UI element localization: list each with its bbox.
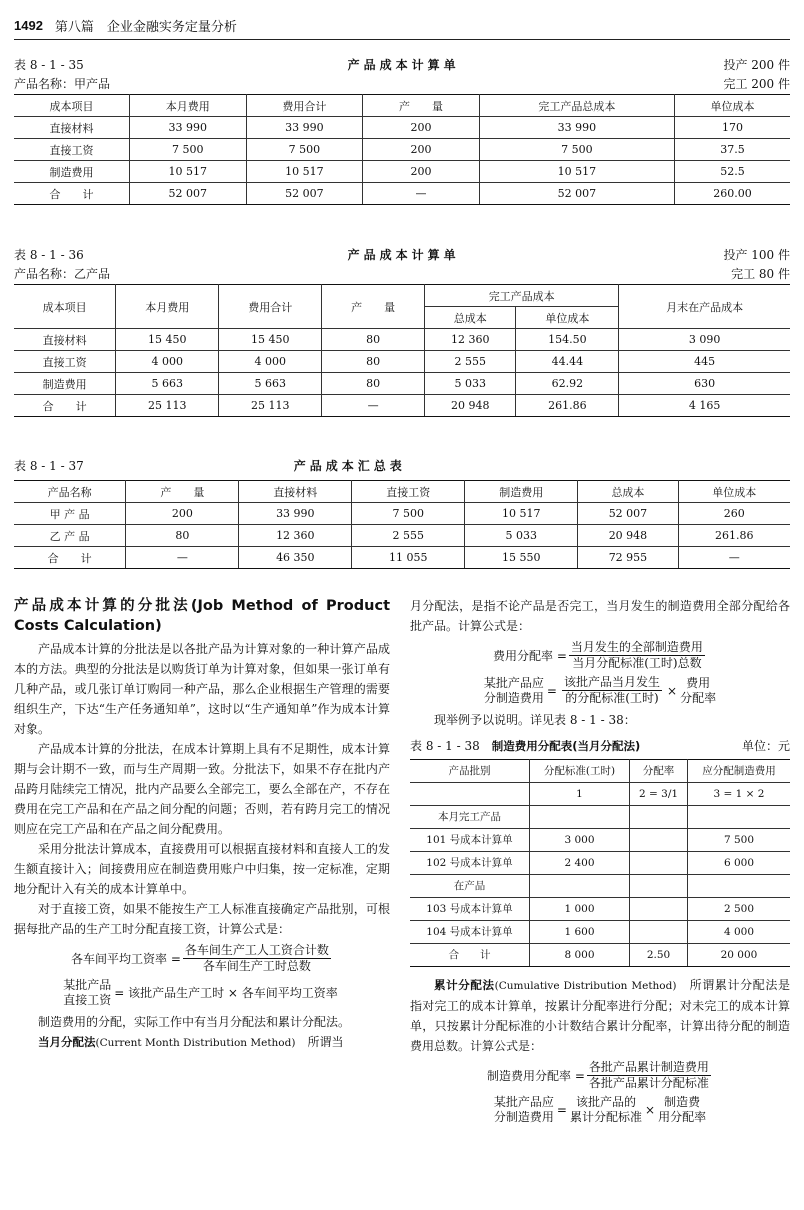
term-english: (Cumulative Distribution Method) [494,980,677,992]
header-cell: 月末在产品成本 [619,285,790,329]
paragraph-text: 所谓累计分配法是指对完工的成本计算单，按累计分配率进行分配；对未完工的成本计算单，只按累计分配标准的小计数结合累计分配率，计算出待分配的制造费用总数。计算公式是： [410,978,790,1053]
table-cell: — [126,547,239,569]
table-id: 表 8 - 1 - 36 [14,248,84,262]
denominator: 累计分配标准 [569,1110,642,1124]
paragraph: 月分配法，是指不论产品是否完工，当月发生的制造费用全部分配给各批产品。计算公式是： [410,599,790,633]
table-cell: 62.92 [516,373,619,395]
table-cell: 3 090 [619,329,790,351]
header-cell: 产 量 [322,285,425,329]
header-cell: 单位成本 [678,481,790,503]
table-cell: — [678,547,790,569]
header-cell: 制造费用 [465,481,578,503]
table-id: 表 8 - 1 - 38 [410,739,480,753]
times-sign: × [667,683,678,698]
table-total-row [14,183,790,205]
table-title: 产品成本计算单 [347,58,460,72]
table-8-1-38-caption [410,736,790,756]
table-subheader-row [410,783,790,806]
fraction [562,675,662,706]
table-cell: 104 号成本计算单 [410,921,529,944]
table-row [14,373,790,395]
table-cell: 5 663 [219,373,322,395]
table-cell: 630 [619,373,790,395]
table-cell [630,898,688,921]
header-cell: 成本项目 [14,285,116,329]
table-header-row [410,760,790,783]
table-cell: 本月完工产品 [410,806,529,829]
table-cell: 170 [675,117,791,139]
term-bold: 当月分配法 [38,1035,96,1049]
paragraph: 采用分批法计算成本，直接费用可以根据直接材料和直接人工的发生额直接计入；间接费用应在制造费用账户中归集，按一定标准，定期地分配计入有关的成本计算单中。 [14,842,390,896]
header-cell: 总成本 [425,307,516,329]
table-cell: 制造费用 [14,373,116,395]
table-8-1-35-block [14,56,790,205]
paragraph: 产品成本计算的分批法，在成本计算期上具有不足期性，成本计算期与会计期不一致，而与生产周期一致。分批法下，如果不存在批内产品跨月陆续完工情况，批内产品要么全部完工，要么全部在产，不存在费用在完工产品和在产品之间分配的问题；否则，若有跨月完工的情况则应在完工产品和在产品之间分配费用。 [14,742,390,836]
equals-sign: = [546,683,557,698]
table-row [410,806,790,829]
right-column [410,596,790,1129]
header-cell: 费用合计 [246,95,363,117]
table-cell [630,806,688,829]
section-heading: 产品成本计算的分批法(Job Method of Product Costs Calculation) [14,598,390,634]
table-cell: 80 [126,525,239,547]
cost-table-36 [14,284,790,417]
table-cell: 7 500 [246,139,363,161]
numerator: 各车间生产工人工资合计数 [184,943,329,957]
header-cell: 分配标准(工时) [529,760,629,783]
formula-lhs: 费用分配率 = [493,648,567,663]
table-cell: 3 = 1 × 2 [687,783,790,806]
paragraph: 对于直接工资，如果不能按生产工人标准直接确定产品批别，可根据每批产品的生产工时分配直接工资，计算公式是： [14,902,390,936]
table-cell: 2.50 [630,944,688,967]
table-cell: 合 计 [410,944,529,967]
table-cell: 乙 产 品 [14,525,126,547]
header-cell: 完工产品总成本 [479,95,674,117]
paragraph [14,1032,390,1053]
table-cell: 15 550 [465,547,578,569]
table-cell: 33 990 [239,503,352,525]
paragraph: 制造费用的分配，实际工作中有当月分配法和累计分配法。 [38,1015,351,1029]
table-cell [630,829,688,852]
table-cell: 46 350 [239,547,352,569]
table-cell: 200 [363,139,480,161]
table-title: 制造费用分配表(当月分配法) [491,739,641,753]
fraction [587,1060,711,1091]
table-row [14,139,790,161]
denominator: 各车间生产工时总数 [202,959,311,973]
table-cell: 52 007 [479,183,674,205]
table-cell: 合 计 [14,395,116,417]
table-row [410,875,790,898]
table-note: 投产 200 件 [723,58,790,72]
table-8-1-37-block [14,457,790,569]
table-cell: 12 360 [425,329,516,351]
table-cell: 154.50 [516,329,619,351]
table-cell: 11 055 [352,547,465,569]
table-cell: 7 500 [687,829,790,852]
table-cell: 200 [363,117,480,139]
denominator: 各批产品累计分配标准 [588,1076,709,1090]
table-cell: 445 [619,351,790,373]
formula-lhs [63,978,111,1008]
table-cell: 33 990 [246,117,363,139]
header-cell: 应分配制造费用 [687,760,790,783]
table-cell: 15 450 [116,329,219,351]
table-cell: 200 [363,161,480,183]
table-cell: 直接工资 [14,351,116,373]
table-cell: 2 555 [352,525,465,547]
table-cell: 10 517 [129,161,246,183]
header-cell: 直接材料 [239,481,352,503]
table-cell: 37.5 [675,139,791,161]
table-cell: 20 948 [578,525,678,547]
table-cell [630,852,688,875]
table-cell: 52 007 [578,503,678,525]
header-cell: 产 量 [363,95,480,117]
table-cell [630,921,688,944]
table-row [14,525,790,547]
formula-lhs: 各车间平均工资率 = [71,951,181,966]
table-cell: 261.86 [678,525,790,547]
table-cell: 261.86 [516,395,619,417]
table-cell [630,875,688,898]
fraction [569,640,705,671]
table-cell: 直接材料 [14,329,116,351]
fraction [183,943,331,974]
page-number: 1492 [14,18,43,33]
header-cell: 直接工资 [352,481,465,503]
table-cell: 5 663 [116,373,219,395]
numerator: 费用 [686,675,711,690]
table-row [14,117,790,139]
denominator: 的分配标准(工时) [565,691,659,705]
table-cell: 260.00 [675,183,791,205]
table-cell: 2 = 3/1 [630,783,688,806]
summary-table-37 [14,480,790,569]
header-cell: 产 量 [126,481,239,503]
header-cell: 单位成本 [516,307,619,329]
table-cell [529,875,629,898]
term-english: (Current Month Distribution Method) [95,1037,296,1049]
table-cell: 80 [322,329,425,351]
table-total-row [14,547,790,569]
header-cell: 分配率 [630,760,688,783]
table-cell: 8 000 [529,944,629,967]
paragraph: 产品成本计算的分批法是以各批产品为计算对象的一种计算产品成本的方法。典型的分批法是以购货订单为计算对象，但如果一张订单有几种产品，或几张订单订购同一种产品，那么企业根据生产管理的需要组织生产，下达“生产任务通知单”，这时以“生产通知单”作为成本计算对象。 [14,642,390,736]
table-cell: 制造费用 [14,161,129,183]
table-id: 表 8 - 1 - 37 [14,459,84,473]
table-cell: 15 450 [219,329,322,351]
table-cell: 20 000 [687,944,790,967]
table-cell: 33 990 [129,117,246,139]
table-row [14,351,790,373]
table-cell: 4 165 [619,395,790,417]
table-note: 完工 200 件 [723,77,790,91]
cost-table-35 [14,94,790,205]
table-cell: 4 000 [219,351,322,373]
table-cell: 103 号成本计算单 [410,898,529,921]
numerator: 制造费 [664,1095,701,1109]
table-row [14,503,790,525]
table-cell: 7 500 [352,503,465,525]
table-row [410,921,790,944]
table-cell: 2 400 [529,852,629,875]
table-cell: 直接材料 [14,117,129,139]
table-cell: 52 007 [246,183,363,205]
table-row [410,829,790,852]
table-total-row [14,395,790,417]
header-cell: 产品批别 [410,760,529,783]
cumulative-rate-formula [410,1060,790,1091]
cumulative-allocated-formula [410,1095,790,1125]
product-name: 产品名称：乙产品 [14,267,111,281]
denominator: 当月分配标准(工时)总数 [572,656,702,670]
table-cell: 10 517 [246,161,363,183]
table-cell [687,806,790,829]
table-cell: 260 [678,503,790,525]
header-cell: 单位成本 [675,95,791,117]
term-bold: 累计分配法 [434,978,495,992]
table-cell: 合 计 [14,183,129,205]
table-cell: 直接工资 [14,139,129,161]
table-cell: 33 990 [479,117,674,139]
formula-rhs: = 该批产品生产工时 × 各车间平均工资率 [114,986,338,1000]
table-id: 表 8 - 1 - 35 [14,58,84,72]
formula-lhs: 制造费用分配率 = [487,1068,585,1083]
denominator: 用分配率 [658,1110,707,1124]
table-header-row [14,481,790,503]
table-cell: 25 113 [116,395,219,417]
numerator: 该批产品的 [575,1095,636,1109]
table-cell: 3 000 [529,829,629,852]
left-column [14,596,390,1053]
formula-lhs [494,1095,554,1125]
table-header-row [14,285,790,307]
wage-rate-formula [14,943,390,974]
header-cell: 总成本 [578,481,678,503]
table-note: 投产 100 件 [723,248,790,262]
header-cell: 本月费用 [129,95,246,117]
denominator: 分配率 [680,690,717,705]
numerator: 该批产品当月发生 [563,675,660,689]
table-cell: 2 555 [425,351,516,373]
table-cell: 7 500 [129,139,246,161]
table-cell: 80 [322,351,425,373]
table-cell [687,875,790,898]
fraction [658,1095,706,1125]
lhs-line: 某批产品应 [493,1095,554,1109]
table-cell: 80 [322,373,425,395]
table-cell: 5 033 [465,525,578,547]
table-cell: 甲 产 品 [14,503,126,525]
table-cell: 44.44 [516,351,619,373]
table-cell: 1 [529,783,629,806]
table-row [410,852,790,875]
product-name: 产品名称：甲产品 [14,77,111,91]
lhs-line: 分制造费用 [483,690,544,705]
allocation-rate-formula [410,640,790,671]
times-sign: × [645,1103,656,1117]
allocated-overhead-formula [410,675,790,706]
table-cell: 5 033 [425,373,516,395]
table-total-row [410,944,790,967]
table-title: 产品成本汇总表 [293,459,406,473]
numerator: 各批产品累计制造费用 [588,1060,709,1074]
table-cell: 6 000 [687,852,790,875]
lhs-line: 分制造费用 [493,1110,554,1124]
table-cell: — [322,395,425,417]
equals-sign: = [556,1103,567,1117]
table-title: 产品成本计算单 [347,248,460,262]
table-cell: 52 007 [129,183,246,205]
lhs-line: 某批产品 [63,978,112,992]
paragraph [410,975,790,1056]
table-8-1-36-block [14,246,790,417]
formula-lhs [484,676,544,706]
table-note: 完工 80 件 [731,267,790,281]
table-header-row [14,95,790,117]
header-cell: 产品名称 [14,481,126,503]
table-row [410,898,790,921]
fraction [680,676,716,706]
paragraph-text: 所谓当 [295,1035,344,1049]
table-cell: 4 000 [687,921,790,944]
lhs-line: 直接工资 [63,993,112,1007]
table-cell: 52.5 [675,161,791,183]
table-cell: — [363,183,480,205]
page-header [14,12,790,40]
table-cell: 12 360 [239,525,352,547]
numerator: 当月发生的全部制造费用 [570,640,703,654]
table-row [14,161,790,183]
direct-wage-formula [14,978,390,1008]
table-row [14,329,790,351]
table-cell: 25 113 [219,395,322,417]
header-cell: 成本项目 [14,95,129,117]
paragraph: 现举例予以说明。详见表 8 - 1 - 38： [434,713,636,727]
table-cell: 200 [126,503,239,525]
table-cell: 在产品 [410,875,529,898]
table-cell: 1 000 [529,898,629,921]
fraction [570,1095,642,1125]
table-cell: 20 948 [425,395,516,417]
table-cell: 10 517 [479,161,674,183]
header-cell: 完工产品成本 [425,285,619,307]
table-cell [410,783,529,806]
table-cell [529,806,629,829]
header-cell: 本月费用 [116,285,219,329]
table-cell: 10 517 [465,503,578,525]
table-cell: 102 号成本计算单 [410,852,529,875]
lhs-line: 某批产品应 [483,675,544,690]
table-cell: 101 号成本计算单 [410,829,529,852]
table-cell: 72 955 [578,547,678,569]
table-cell: 7 500 [479,139,674,161]
section-title: 第八篇 企业金融实务定量分析 [54,20,237,35]
table-cell: 1 600 [529,921,629,944]
header-cell: 费用合计 [219,285,322,329]
table-cell: 2 500 [687,898,790,921]
table-cell: 合 计 [14,547,126,569]
overhead-allocation-table [410,759,790,967]
table-cell: 4 000 [116,351,219,373]
table-unit: 单位：元 [741,739,790,753]
